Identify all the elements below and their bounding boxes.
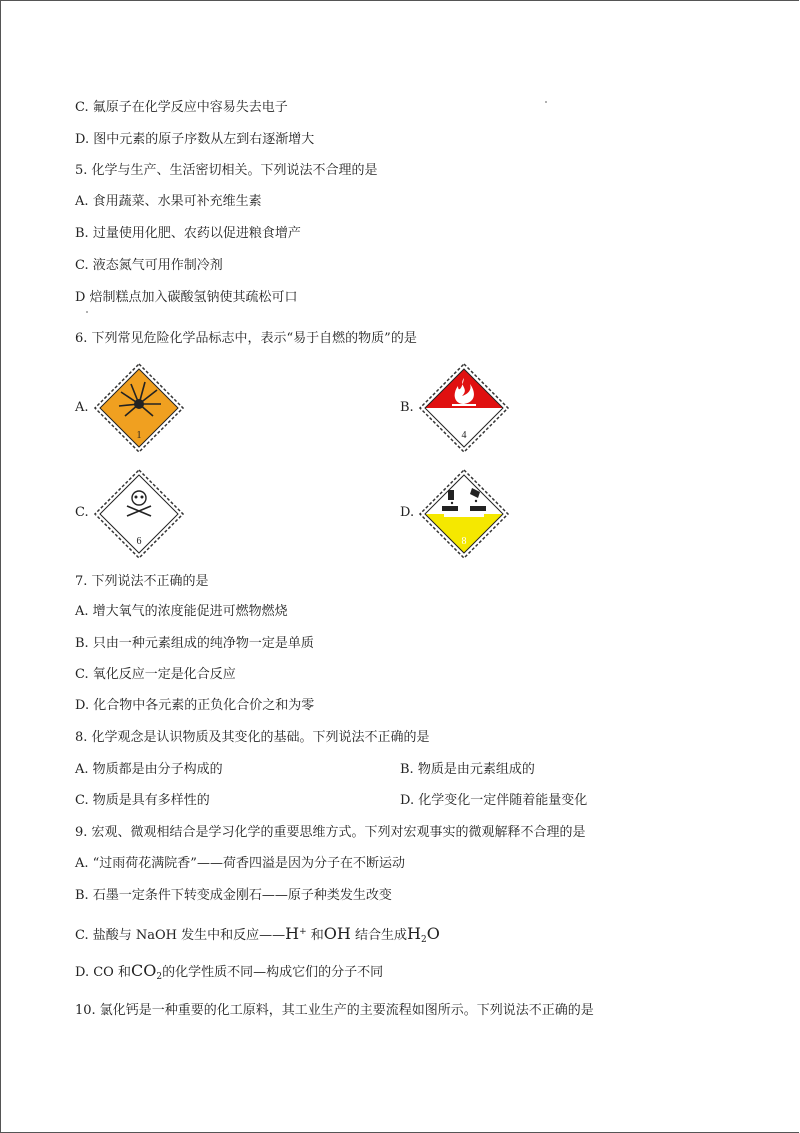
option-text: B. 物质是由元素组成的 [400, 762, 535, 777]
option-text: B. 过量使用化肥、农药以促进粮食增产 [75, 226, 301, 241]
option-label: B. [400, 400, 414, 415]
scan-speck [545, 101, 547, 103]
sign-number: 8 [461, 536, 467, 547]
water-sub: 2 [420, 935, 427, 945]
option-text: A. 增大氧气的浓度能促进可燃物燃烧 [75, 604, 288, 619]
option-text: A. 食用蔬菜、水果可补充维生素 [75, 194, 262, 209]
question-8: 8. 化学观念是认识物质及其变化的基础。下列说法不正确的是 [75, 730, 430, 745]
formula-text: 和 [306, 928, 324, 943]
hydrogen-ion: H [285, 924, 300, 943]
option-label: A. [75, 400, 89, 415]
water-h: H [407, 924, 421, 943]
sign-number: 4 [461, 430, 467, 441]
sign-number: 6 [136, 536, 142, 547]
option-text: C. 液态氮气可用作制冷剂 [75, 258, 223, 273]
question-9: 9. 宏观、微观相结合是学习化学的重要思维方式。下列对宏观事实的微观解释不合理的是 [75, 825, 586, 840]
sign-number: 1 [136, 430, 142, 441]
corrosive-hazard-sign [418, 468, 510, 560]
formula-text: C. 盐酸与 NaOH 发生中和反应—— [75, 928, 286, 943]
co2-sub: 2 [156, 972, 163, 982]
formula-text: 结合生成 [350, 928, 407, 943]
question-7: 7. 下列说法不正确的是 [75, 574, 209, 589]
co2-formula: CO [130, 961, 157, 980]
option-text: D. 化学变化一定伴随着能量变化 [400, 793, 588, 808]
toxic-hazard-sign [93, 468, 185, 560]
scan-speck [86, 311, 88, 313]
option-text: B. 石墨一定条件下转变成金刚石——原子种类发生改变 [75, 888, 392, 903]
option-text: A. 物质都是由分子构成的 [75, 762, 223, 777]
option-text: B. 只由一种元素组成的纯净物一定是单质 [75, 636, 314, 651]
spontaneous-combustion-hazard-sign [418, 362, 510, 454]
option-text: C. 氟原子在化学反应中容易失去电子 [75, 100, 288, 115]
question-6: 6. 下列常见危险化学品标志中，表示“易于自燃的物质”的是 [75, 331, 417, 346]
hydroxide-ion: OH [323, 924, 351, 943]
charge-sup: + [299, 927, 307, 937]
option-label: D. [400, 505, 415, 520]
formula-text: 的化学性质不同—构成它们的分子不同 [162, 965, 384, 980]
option-text: D. 化合物中各元素的正负化合价之和为零 [75, 698, 315, 713]
option-text: C. 氧化反应一定是化合反应 [75, 667, 236, 682]
question-10: 10. 氯化钙是一种重要的化工原料，其工业生产的主要流程如图所示。下列说法不正确的是 [75, 1003, 594, 1018]
option-text-formula [75, 924, 440, 948]
water-o: O [426, 924, 440, 943]
option-text: D. 图中元素的原子序数从左到右逐渐增大 [75, 132, 315, 147]
option-text: C. 物质是具有多样性的 [75, 793, 210, 808]
option-label: C. [75, 505, 89, 520]
option-text: A. “过雨荷花满院香”——荷香四溢是因为分子在不断运动 [75, 856, 405, 871]
explosive-hazard-sign [93, 362, 185, 454]
question-5: 5. 化学与生产、生活密切相关。下列说法不合理的是 [75, 163, 378, 178]
option-text: D 焙制糕点加入碳酸氢钠使其疏松可口 [75, 290, 298, 305]
formula-text: D. CO 和 [75, 965, 131, 980]
option-text-formula [75, 963, 383, 985]
